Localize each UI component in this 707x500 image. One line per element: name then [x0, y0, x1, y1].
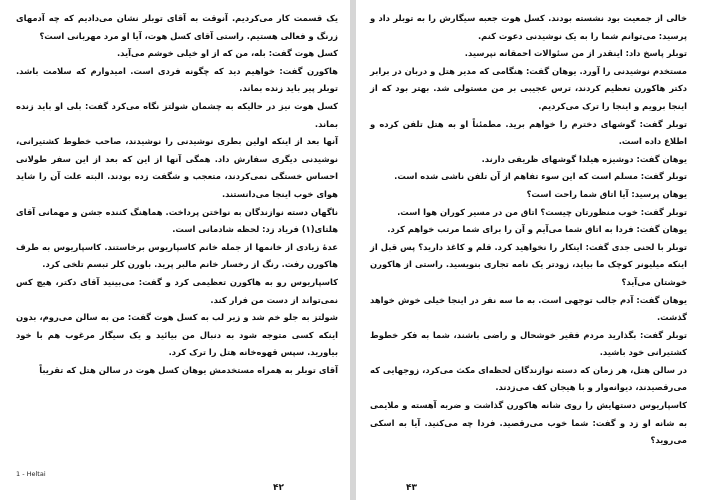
paragraph: ناگهان دسته نوازندگان به نواختن پرداخت. هماهنگ کننده جشن و مهمانی آقای هلتای(۱) فریاد زد: لحظه شادمانی است. — [16, 206, 338, 235]
paragraph: توبلر گفت: بگذارید مردم فقیر خوشحال و راضی باشند، شما به فکر خطوط کشتیرانی خود باشید. — [370, 329, 687, 358]
paragraph: یوهان گفت: آدم جالب توجهی است. به ما سه نفر در اینجا خیلی خوش خواهد گذشت. — [370, 294, 687, 323]
paragraph: کاسپاریوس دستهایش را روی شانه هاکورن گذاشت و ضربه آهسته و ملایمی به شانه او زد و گفت: شما خوب می‌رقصید. فردا چه می‌کنید. آیا به اسکی می‌روید؟ — [370, 400, 687, 446]
paragraph: خالی از جمعیت بود نشسته بودند. کسل هوت جعبه سیگارش را به توبلر داد و پرسید: می‌توانم شما را به یک نوشیدنی دعوت کنم. — [370, 13, 687, 41]
paragraph: توبلر با لحنی جدی گفت: اینکار را نخواهید کرد. قلم و کاغذ دارید؟ پس قبل از اینکه میلیونر کوچک ما بیاید، زودتر یک نامه تجاری بنویسید. راستی از هاکورن خوشتان می‌آید؟ — [370, 241, 687, 287]
page-number: ۴۳ — [406, 483, 417, 493]
paragraph: آقای توبلر به همراه مستخدمش یوهان کسل هوت در سالن هتل که تقریباً — [39, 364, 338, 375]
paragraph: در سالن هتل، هر زمان که دسته نوازندگان لحظه‌ای مکث می‌کرد، زوجهایی که می‌رقصیدند، دیوانه‌وار و با هیجان کف می‌زدند. — [370, 364, 687, 393]
paragraph: کسل هوت نیز در حالیکه به چشمان شولتز نگاه می‌کرد گفت: بلی او باید زنده بماند. — [16, 100, 338, 129]
right-page — [356, 0, 707, 500]
page-number: ۴۲ — [273, 483, 284, 493]
left-page — [0, 0, 350, 500]
paragraph: یوهان گفت: فردا به اتاق شما می‌آیم و آن را برای شما مرتب خواهم کرد. — [387, 224, 687, 235]
paragraph: یوهان گفت: دوشیزه هیلدا گوشهای ظریفی دارند. — [481, 153, 687, 164]
paragraph: آنها بعد از اینکه اولین بطری نوشیدنی را نوشیدند، صاحب خطوط کشتیرانی، نوشیدنی دیگری سفارش داد. همگی آنها از این که بعد از این سفر طولانی احساس خستگی نمی‌کردند، متعجب و شگفت زده بودند. البته علت آن را شاید هوای خوب اینجا می‌دانستند. — [16, 136, 338, 199]
paragraph: شولتز به جلو خم شد و زیر لب به کسل هوت گفت: من به سالن می‌روم، بدون اینکه کسی متوجه شود به دنبال من بیائید و یک سیگار مرغوب هم با خود بیاورید. سپس قهوه‌خانه هتل را ترک کرد. — [16, 312, 338, 358]
paragraph: توبلر گفت: مسلم است که این سوء تفاهم از آن تلفن ناشی شده است. — [394, 171, 687, 182]
paragraph: مستخدم نوشیدنی را آورد. یوهان گفت: هنگامی که مدیر هتل و دربان در برابر دکتر هاکورن تعظیم کردند، ترس عجیبی بر من مستولی شد. بهتر بود که از اینجا برویم و اینجا را ترک می‌کردیم. — [370, 65, 687, 111]
left-page-text — [16, 10, 338, 379]
right-page-text — [370, 10, 687, 450]
paragraph: عدهٔ زیادی از خانمها از جمله خانم کاسپاریوس برخاستند. کاسپاریوس به طرف هاکورن رفت. رنگ از رخسار خانم مالبر پرید. باورن کلر تبسم تلخی کرد. — [16, 241, 338, 270]
footnote: 1 - Heltai — [16, 470, 46, 478]
paragraph: کاسپاریوس رو به هاکورن تعظیمی کرد و گفت: می‌بینید آقای دکتر، هیچ کس نمی‌تواند از دست من فرار کند. — [16, 276, 338, 305]
paragraph: هاکورن گفت: خواهیم دید که چگونه فردی است. امیدوارم که سلامت باشد. توبلر پیر باید زنده بماند. — [16, 65, 338, 94]
paragraph: توبلر گفت: خوب منظورتان چیست؟ اتاق من در مسیر کوران هوا است. — [397, 206, 687, 217]
paragraph: کسل هوت گفت: بله، من که از او خیلی خوشم می‌آید. — [116, 48, 338, 59]
paragraph: توبلر پاسخ داد: اینقدر از من سئوالات احمقانه نپرسید. — [464, 48, 687, 59]
paragraph: توبلر گفت: گوشهای دخترم را خواهم برید. مطمئناً او به هتل تلفن کرده و اطلاع داده است. — [370, 118, 687, 147]
paragraph: یوهان پرسید: آیا اتاق شما راحت است؟ — [526, 188, 687, 199]
paragraph: یک قسمت کار می‌کردیم. آنوقت به آقای توبلر نشان می‌دادیم که چه آدمهای زرنگ و فعالی هستیم. راستی آقای کسل هوت، آیا او مرد مهربانی است؟ — [16, 13, 338, 41]
